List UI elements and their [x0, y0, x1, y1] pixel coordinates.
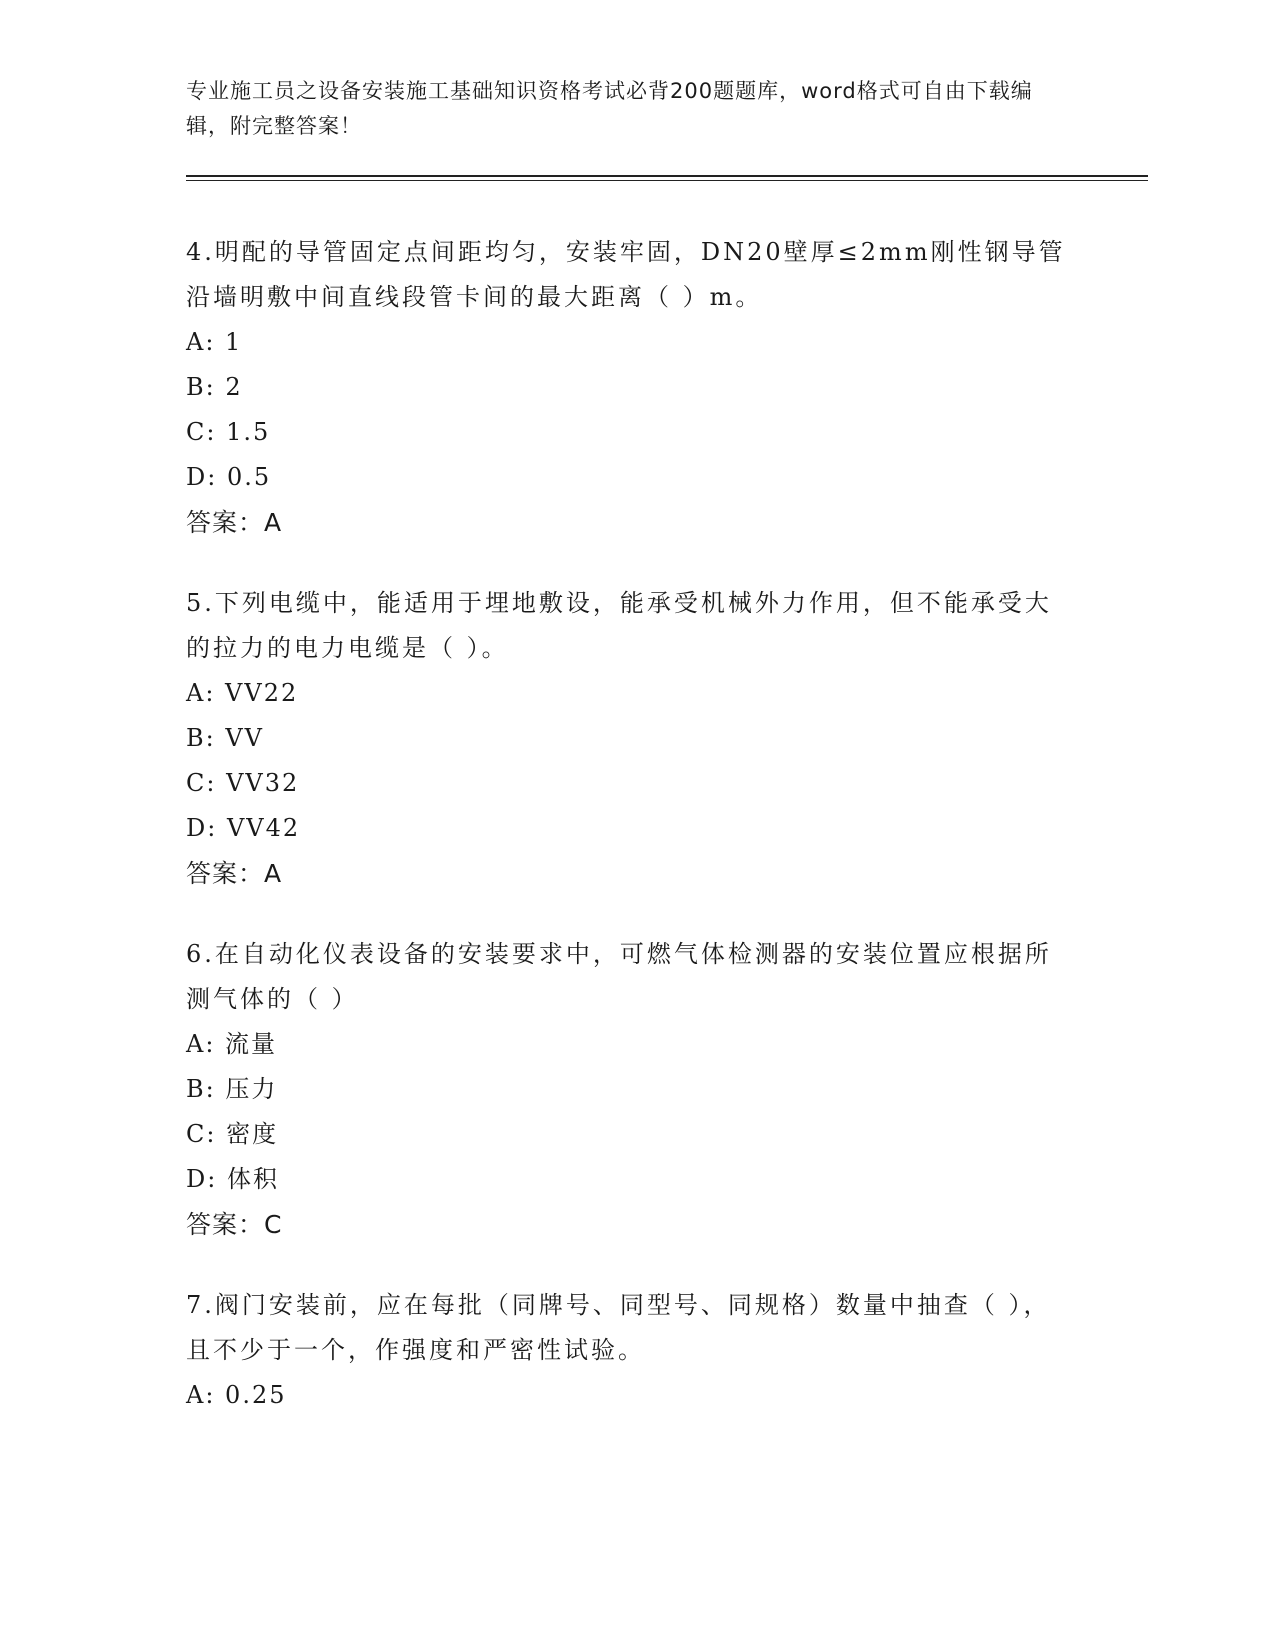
option-b: B: VV — [186, 724, 265, 752]
question-stem: 5.下列电缆中，能适用于埋地敷设，能承受机械外力作用，但不能承受大的拉力的电力电缆是（ ）。 — [186, 589, 1052, 662]
option-d: D: VV42 — [186, 814, 301, 842]
option-a: A: 1 — [186, 328, 243, 356]
option-a: A: VV22 — [186, 679, 299, 707]
header-divider-thick — [186, 175, 1148, 177]
header-divider-thin — [186, 180, 1148, 181]
question-5 — [186, 581, 1066, 896]
question-6 — [186, 932, 1066, 1247]
option-b: B: 2 — [186, 373, 243, 401]
question-4 — [186, 230, 1066, 545]
option-c: C: 密度 — [186, 1120, 279, 1148]
question-stem: 7.阀门安装前，应在每批（同牌号、同型号、同规格）数量中抽查（ ），且不少于一个，作强度和严密性试验。 — [186, 1291, 1051, 1364]
question-7 — [186, 1283, 1066, 1418]
option-a: A: 流量 — [186, 1030, 278, 1058]
answer-line: 答案：A — [186, 508, 283, 537]
option-d: D: 体积 — [186, 1165, 279, 1193]
answer-line: 答案：C — [186, 1210, 283, 1239]
option-b: B: 压力 — [186, 1075, 278, 1103]
option-c: C: 1.5 — [186, 418, 271, 446]
option-d: D: 0.5 — [186, 463, 272, 491]
option-c: C: VV32 — [186, 769, 300, 797]
option-a: A: 0.25 — [186, 1381, 287, 1409]
question-stem: 6.在自动化仪表设备的安装要求中，可燃气体检测器的安装位置应根据所测气体的（ ） — [186, 940, 1052, 1013]
document-title: 专业施工员之设备安装施工基础知识资格考试必背200题题库，word格式可自由下载编辑，附完整答案！ — [186, 79, 1033, 138]
answer-line: 答案：A — [186, 859, 283, 888]
question-stem: 4.明配的导管固定点间距均匀，安装牢固，DN20壁厚≤2mm刚性钢导管沿墙明敷中间直线段管卡间的最大距离（ ）m。 — [186, 238, 1066, 311]
question-list — [186, 230, 1066, 1454]
